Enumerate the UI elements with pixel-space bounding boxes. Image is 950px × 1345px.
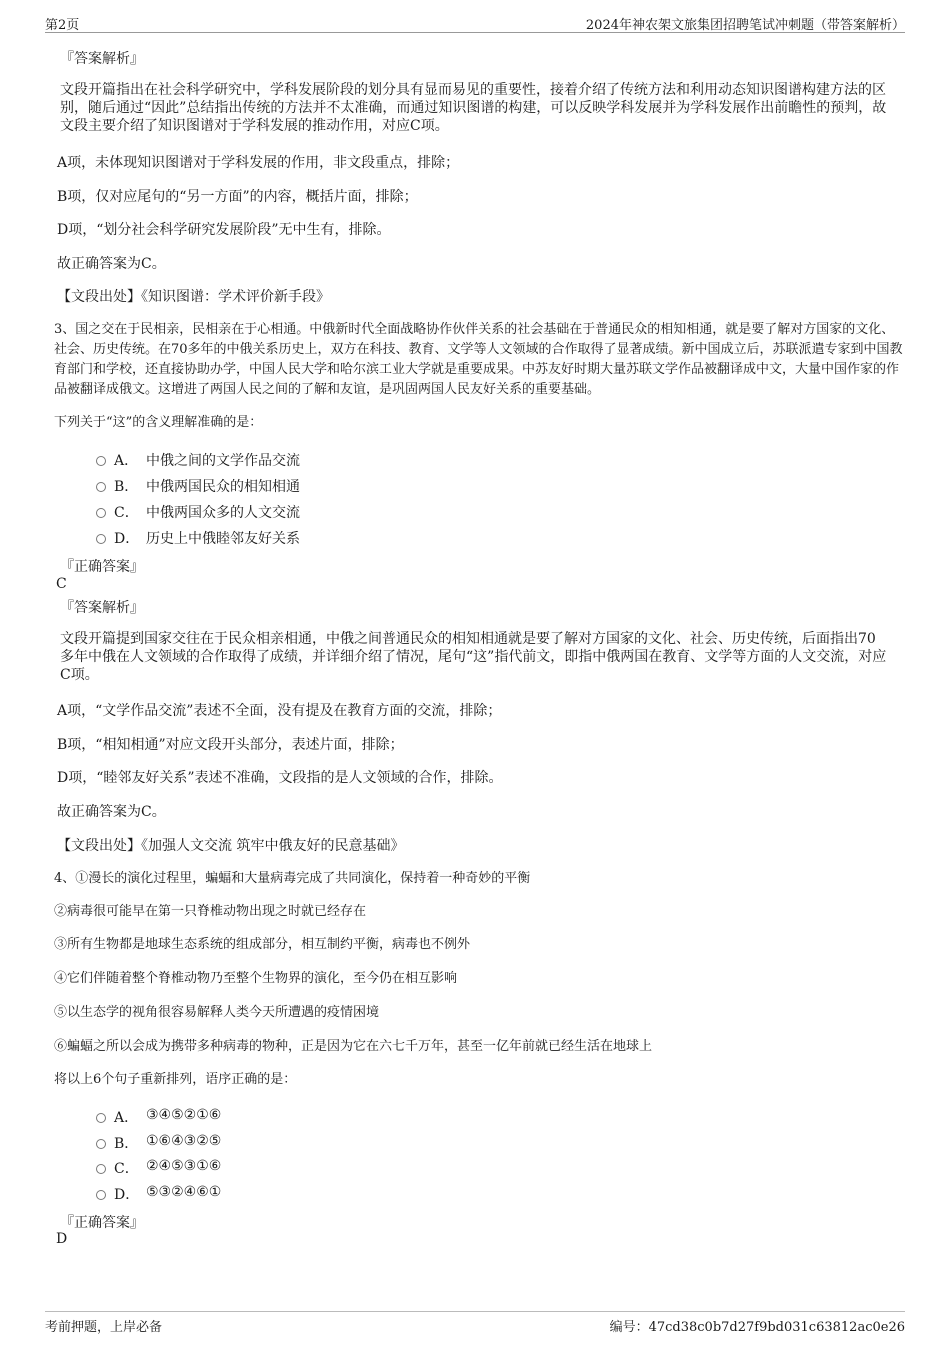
q3-analysis-line-b: B项，“相知相通”对应文段开头部分，表述片面，排除；: [57, 737, 404, 753]
q4-answer: D: [56, 1231, 68, 1247]
q4-sentence-1: 4、①漫长的演化过程里，蝙蝠和大量病毒完成了共同演化，保持着一种奇妙的平衡: [54, 871, 531, 886]
radio-icon[interactable]: [96, 1113, 106, 1123]
q3-analysis-line-a: A项，“文学作品交流”表述不全面，没有提及在教育方面的交流，排除；: [57, 703, 502, 719]
radio-icon[interactable]: [96, 534, 106, 544]
option-text: ①⑥④③②⑤: [146, 1133, 222, 1149]
q4-sentence-3: ③所有生物都是地球生态系统的组成部分，相互制约平衡，病毒也不例外: [54, 937, 471, 952]
q3-answer-label: 『正确答案』: [60, 559, 144, 575]
q3-analysis-line-d: D项，“睦邻友好关系”表述不准确，文段指的是人文领域的合作，排除。: [57, 770, 503, 786]
q4-sentence-4: ④它们伴随着整个脊椎动物乃至整个生物界的演化，至今仍在相互影响: [54, 971, 458, 986]
q2-analysis-label: 『答案解析』: [60, 51, 144, 67]
option-text: ③④⑤②①⑥: [146, 1107, 222, 1123]
q4-sentence-6: ⑥蝙蝠之所以会成为携带多种病毒的物种，正是因为它在六七千万年，甚至一亿年前就已经生活在地球上: [54, 1039, 653, 1054]
q4-stem: 将以上6个句子重新排列，语序正确的是：: [54, 1072, 297, 1087]
q3-conclusion: 故正确答案为C。: [57, 804, 166, 820]
radio-icon[interactable]: [96, 482, 106, 492]
q4-answer-label: 『正确答案』: [60, 1215, 144, 1231]
page-footer: [45, 1311, 905, 1336]
q3-stem: 下列关于“这”的含义理解准确的是：: [54, 415, 263, 430]
radio-icon[interactable]: [96, 1139, 106, 1149]
q2-conclusion: 故正确答案为C。: [57, 256, 166, 272]
q2-source: 【文段出处】《知识图谱：学术评价新手段》: [57, 289, 330, 305]
q4-sentence-2: ②病毒很可能早在第一只脊椎动物出现之时就已经存在: [54, 904, 367, 919]
option-letter: C．: [114, 505, 139, 521]
q2-analysis-line-d: D项，“划分社会科学研究发展阶段”无中生有，排除。: [57, 222, 391, 238]
document-title: 2024年神农架文旅集团招聘笔试冲刺题（带答案解析）: [585, 18, 905, 33]
option-text: 历史上中俄睦邻友好关系: [146, 531, 300, 547]
q3-source: 【文段出处】《加强人文交流 筑牢中俄友好的民意基础》: [57, 838, 405, 854]
q3-analysis-label: 『答案解析』: [60, 600, 144, 616]
option-letter: D．: [114, 1187, 140, 1203]
option-letter: D．: [114, 531, 140, 547]
q3-answer: C: [56, 576, 67, 592]
option-text: 中俄之间的文学作品交流: [146, 453, 300, 469]
q2-analysis-line-b: B项，仅对应尾句的“另一方面”的内容，概括片面，排除；: [57, 189, 418, 205]
option-letter: B．: [114, 1136, 139, 1152]
q2-analysis-line-a: A项，未体现知识图谱对于学科发展的作用，非文段重点，排除；: [57, 155, 460, 171]
option-letter: C．: [114, 1161, 139, 1177]
q3-analysis-text: 文段开篇提到国家交往在于民众相亲相通，中俄之间普通民众的相知相通就是要了解对方国家的文化、社会、历史传统，后面指出70多年中俄在人文领域的合作取得了成绩，并详细介绍了情况，尾句“这”指代前文，即指中俄两国在教育、文学等方面的人文交流，对应C项。: [60, 631, 887, 683]
q4-sentence-5: ⑤以生态学的视角很容易解释人类今天所遭遇的疫情困境: [54, 1005, 380, 1020]
option-letter: A．: [114, 1110, 139, 1126]
option-text: ⑤③②④⑥①: [146, 1184, 222, 1200]
option-text: ②④⑤③①⑥: [146, 1158, 222, 1174]
option-text: 中俄两国民众的相知相通: [146, 479, 300, 495]
option-text: 中俄两国众多的人文交流: [146, 505, 300, 521]
option-letter: B．: [114, 479, 139, 495]
footer-slogan: 考前押题，上岸必备: [45, 1320, 163, 1335]
q2-analysis-text: 文段开篇指出在社会科学研究中，学科发展阶段的划分具有显而易见的重要性，接着介绍了传统方法和利用动态知识图谱构建方法的区别，随后通过“因此”总结指出传统的方法并不太准确，而通过知识图谱的构建，可以反映学科发展并为学科发展作出前瞻性的预判，故文段主要介绍了知识图谱对于学科发展的推动作用，对应C项。: [60, 82, 887, 134]
radio-icon[interactable]: [96, 456, 106, 466]
option-letter: A．: [114, 453, 139, 469]
radio-icon[interactable]: [96, 1190, 106, 1200]
page-header: [45, 12, 905, 33]
q3-passage: 3、国之交在于民相亲，民相亲在于心相通。中俄新时代全面战略协作伙伴关系的社会基础在于普通民众的相知相通，就是要了解对方国家的文化、社会、历史传统。在70多年的中俄关系历史上，双方在科技、教育、文学等人文领域的合作取得了显著成绩。新中国成立后，苏联派遣专家到中国教育部门和学校，还直接协助办学，中国人民大学和哈尔滨工业大学就是重要成果。中苏友好时期大量苏联文学作品被翻译成中文，大量中国作家的作品被翻译成俄文。这增进了两国人民之间的了解和友谊，是巩固两国人民友好关系的重要基础。: [54, 322, 903, 397]
radio-icon[interactable]: [96, 1164, 106, 1174]
radio-icon[interactable]: [96, 508, 106, 518]
page-number: 第2页: [45, 18, 80, 33]
document-id: 编号：47cd38c0b7d27f9bd031c63812ac0e26: [609, 1320, 905, 1335]
